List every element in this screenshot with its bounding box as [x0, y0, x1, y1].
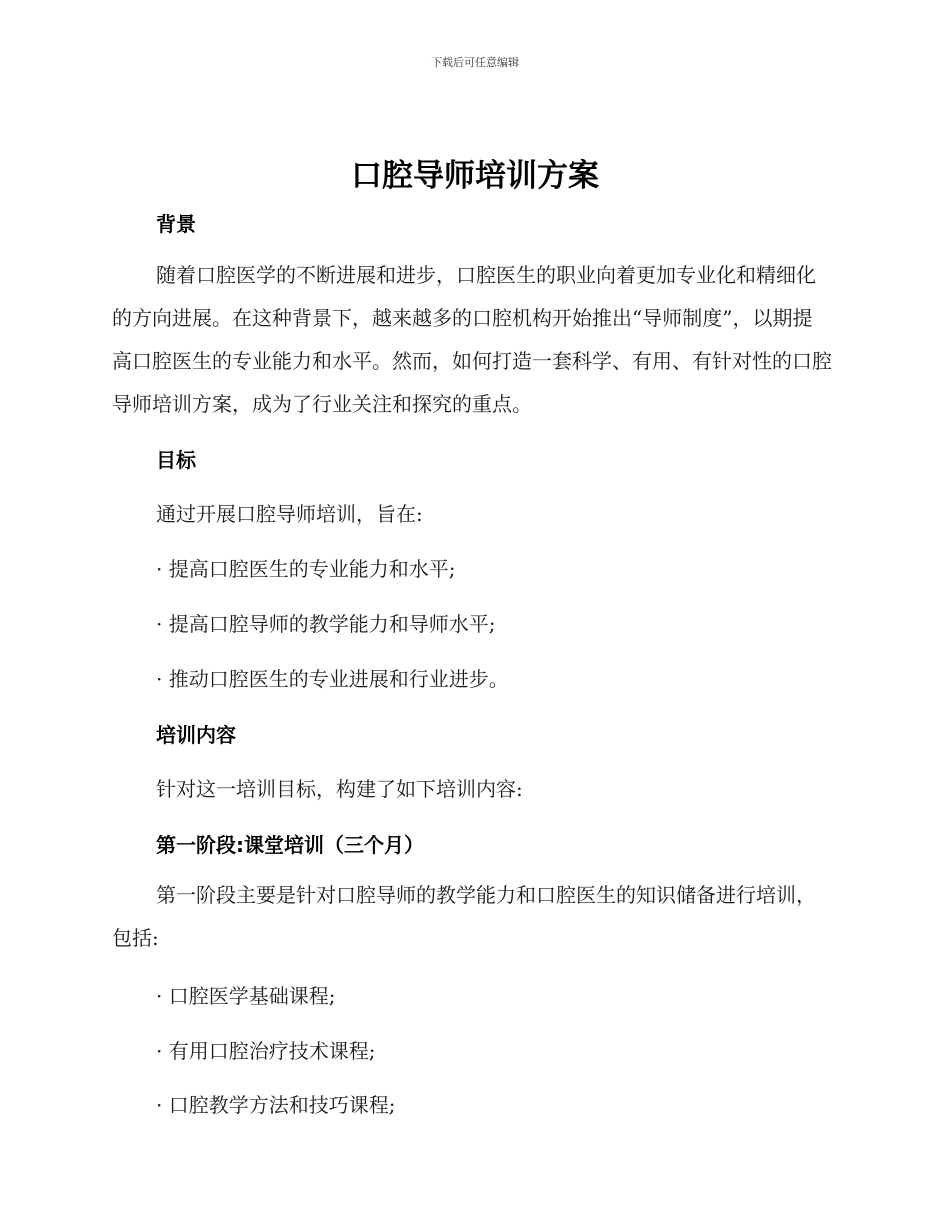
goal-intro: 通过开展口腔导师培训，旨在:: [156, 502, 423, 526]
page-title: 口腔导师培训方案: [351, 158, 599, 194]
stage1-list-item: · 口腔教学方法和技巧课程;: [156, 1093, 396, 1117]
content-heading: 培训内容: [156, 723, 236, 747]
background-heading: 背景: [156, 212, 196, 236]
goal-list-item: · 提高口腔医生的专业能力和水平;: [156, 557, 456, 581]
stage1-paragraph: 第一阶段主要是针对口腔导师的教学能力和口腔医生的知识储备进行培训，包括:: [112, 883, 816, 950]
background-paragraph: 随着口腔医学的不断进展和进步，口腔医生的职业向着更加专业化和精细化的方向进展。在这种背景下，越来越多的口腔机构开始推出“导师制度”，以期提高口腔医生的专业能力和水平。然而，如何打造一套科学、有用、有针对性的口腔导师培训方案，成为了行业关注和探究的重点。: [112, 263, 832, 416]
header-note: 下载后可任意编辑: [431, 56, 519, 69]
goal-list-item: · 提高口腔导师的教学能力和导师水平;: [156, 612, 496, 636]
goal-heading: 目标: [156, 448, 196, 472]
stage1-list-item: · 有用口腔治疗技术课程;: [156, 1039, 376, 1063]
stage1-heading: 第一阶段:课堂培训（三个月）: [156, 833, 424, 857]
goal-list-item: · 推动口腔医生的专业进展和行业进步。: [156, 667, 509, 691]
stage1-list-item: · 口腔医学基础课程;: [156, 984, 336, 1008]
content-intro: 针对这一培训目标，构建了如下培训内容:: [156, 777, 523, 801]
